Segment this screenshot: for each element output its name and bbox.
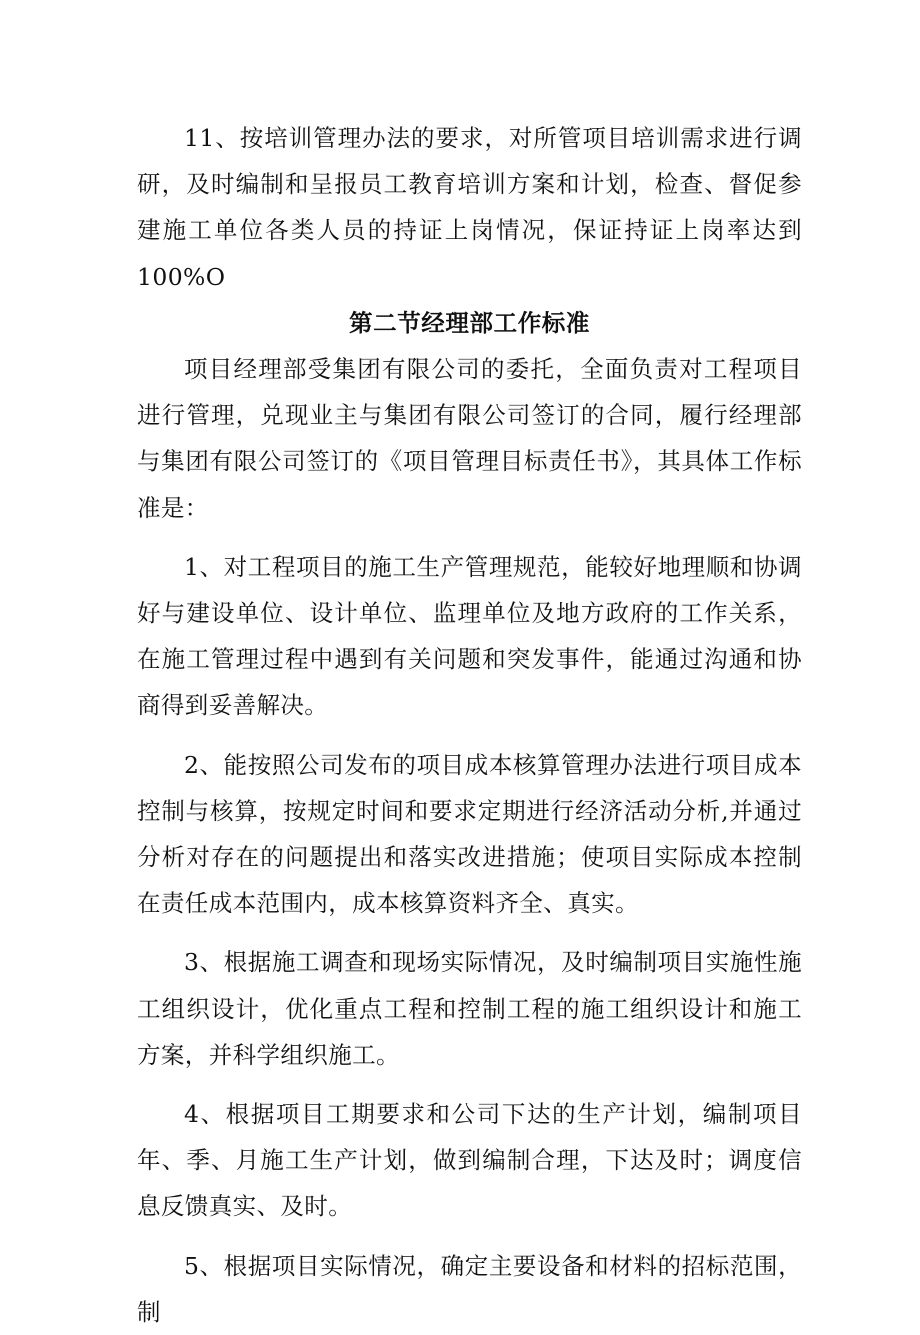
paragraph-item-11: 11、按培训管理办法的要求，对所管项目培训需求进行调研，及时编制和呈报员工教育培训方案和计划，检查、督促参建施工单位各类人员的持证上岗情况，保证持证上岗率达到100%O (137, 124, 802, 291)
paragraph-item-1: 1、对工程项目的施工生产管理规范，能较好地理顺和协调好与建设单位、设计单位、监理单位及地方政府的工作关系，在施工管理过程中遇到有关问题和突发事件，能通过沟通和协商得到妥善解决。 (137, 552, 802, 720)
intro-paragraph: 项目经理部受集团有限公司的委托，全面负责对工程项目进行管理，兑现业主与集团有限公司签订的合同，履行经理部与集团有限公司签订的《项目管理目标责任书》，其具体工作标准是： (137, 355, 802, 522)
document-body (137, 115, 802, 1335)
paragraph-item-4: 4、根据项目工期要求和公司下达的生产计划，编制项目年、季、月施工生产计划，做到编制合理，下达及时；调度信息反馈真实、及时。 (137, 1100, 802, 1221)
paragraph-item-5: 5、根据项目实际情况，确定主要设备和材料的招标范围，制 (137, 1251, 802, 1326)
section-heading: 第二节经理部工作标准 (349, 308, 590, 337)
paragraph-item-3: 3、根据施工调查和现场实际情况，及时编制项目实施性施工组织设计，优化重点工程和控制工程的施工组织设计和施工方案，并科学组织施工。 (137, 948, 802, 1069)
paragraph-item-2: 2、能按照公司发布的项目成本核算管理办法进行项目成本控制与核算，按规定时间和要求定期进行经济活动分析,并通过分析对存在的问题提出和落实改进措施；使项目实际成本控制在责任成本范围内，成本核算资料齐全、真实。 (137, 750, 802, 918)
